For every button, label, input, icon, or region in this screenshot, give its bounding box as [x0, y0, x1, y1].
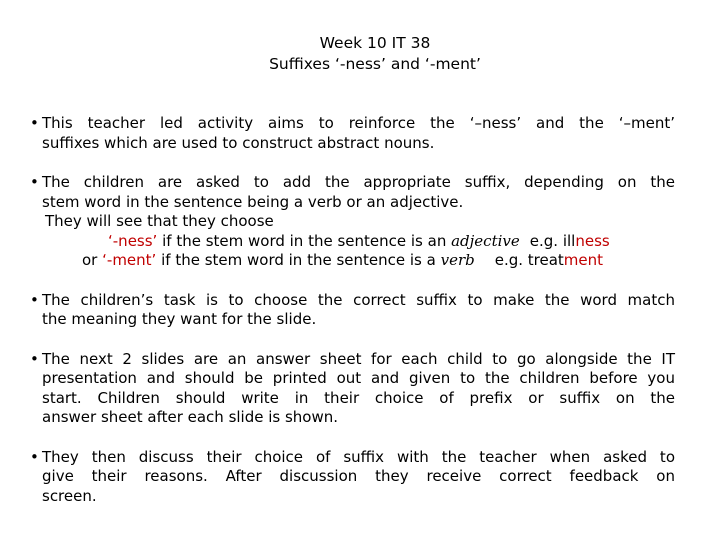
rule-text: if the stem word in the sentence is a: [156, 251, 441, 269]
bullet-dot: •: [30, 290, 39, 309]
bullet-activity-aim: [30, 114, 675, 153]
bullet-line: The next 2 slides are an answer sheet for each child to go alongside the IT: [42, 349, 675, 368]
bullet-children-task: [30, 291, 675, 330]
bullet-line: stem word in the sentence being a verb or an adjective.: [42, 192, 464, 211]
bullet-line: This teacher led activity aims to reinforce the ‘–ness’ and the ‘–ment’: [42, 114, 675, 132]
bullet-line: give their reasons. After discussion they receive correct feedback on: [42, 467, 675, 485]
suffix-ment-label: ‘-ment’: [102, 251, 157, 269]
bullet-line: They then discuss their choice of suffix with the teacher when asked to: [42, 447, 675, 466]
bullet-line: answer sheet after each slide is shown.: [42, 408, 339, 426]
bullet-line: They will see that they choose: [45, 212, 274, 230]
suffix-ness-rule: [42, 232, 675, 252]
bullet-dot: •: [30, 349, 39, 368]
bullet-instructions: [30, 173, 675, 271]
bullet-discussion: [30, 448, 675, 507]
rule-text: if the stem word in the sentence is an: [157, 231, 452, 250]
bullet-list: [30, 114, 675, 506]
bullet-dot: •: [30, 114, 39, 132]
bullet-line: start. Children should write in their choice of prefix or suffix on the: [42, 388, 675, 407]
example-suffix: ness: [575, 231, 610, 250]
header-title: Week 10 IT 38: [319, 34, 431, 52]
bullet-line: suffixes which are used to construct abstract nouns.: [42, 133, 435, 152]
example-suffix: ment: [563, 251, 604, 269]
bullet-line: The children are asked to add the appropriate suffix, depending on the: [42, 173, 675, 191]
slide-header: [0, 33, 720, 75]
bullet-line: The children’s task is to choose the correct suffix to make the word match: [42, 290, 675, 309]
rule-word: adjective: [451, 231, 520, 250]
bullet-line: screen.: [42, 486, 97, 505]
bullet-answer-sheet: [30, 350, 675, 428]
example-text: e.g. treat: [494, 251, 564, 269]
rule-word: verb: [440, 251, 475, 269]
bullet-dot: •: [30, 447, 39, 466]
or-label: or: [82, 251, 98, 269]
header-subtitle: Suffixes ‘-ness’ and ‘-ment’: [269, 55, 481, 73]
bullet-dot: •: [30, 173, 39, 191]
example-text: e.g. ill: [529, 231, 576, 250]
bullet-line: the meaning they want for the slide.: [42, 310, 317, 328]
bullet-line: presentation and should be printed out and given to the children before you: [42, 369, 675, 387]
suffix-ness-label: ‘-ness’: [108, 231, 158, 250]
suffix-ment-rule: [42, 251, 675, 271]
